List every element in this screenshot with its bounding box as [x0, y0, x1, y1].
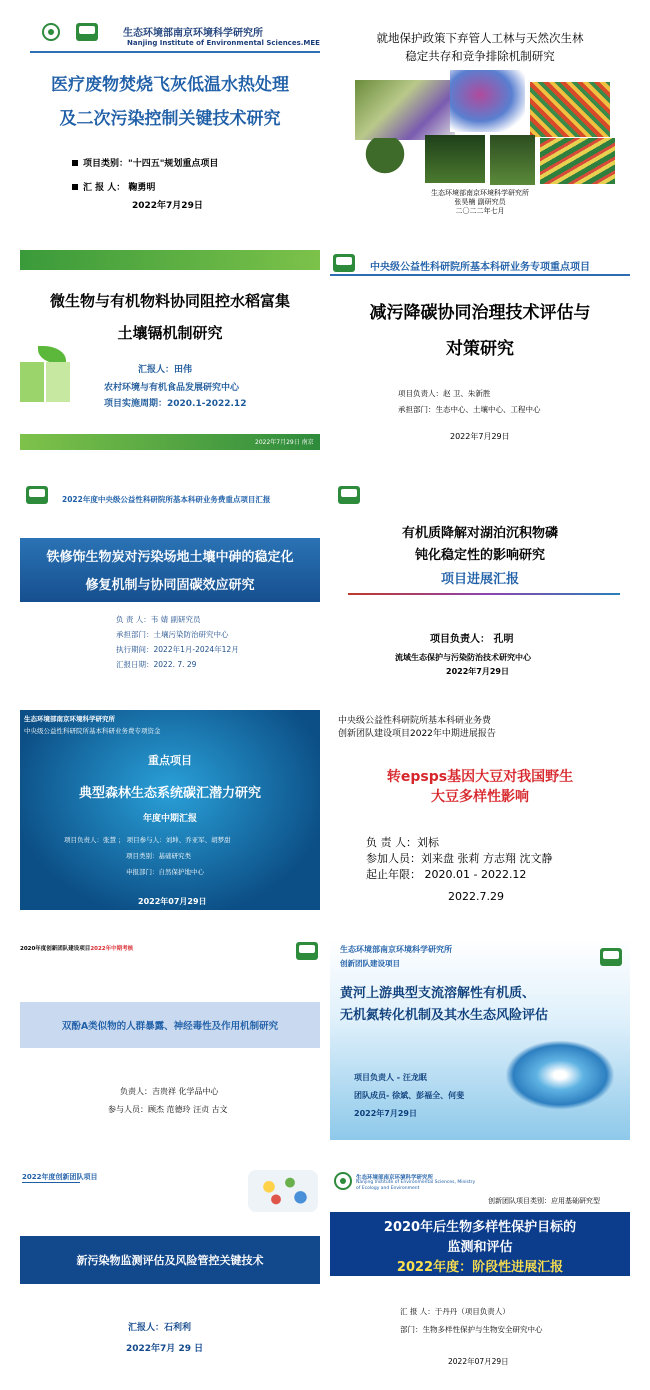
org-name: 生态环境部南京环境科学研究所 [340, 945, 452, 954]
department: 承担部门：土壤污染防治研究中心 [116, 630, 229, 639]
slide-title-line2: 对策研究 [446, 339, 514, 359]
tree-left-image [360, 138, 410, 178]
slide-title-line1: 就地保护政策下弃管人工林与天然次生林 [376, 31, 584, 45]
nies-logo-icon [296, 942, 318, 960]
header-line2: 创新团队建设项目2022年中期进展报告 [338, 729, 496, 739]
org-name-cn: 生态环境部南京环境科学研究所 [356, 1175, 434, 1181]
slide-title-line2: 土壤镉机制研究 [117, 324, 223, 342]
reporter: 汇报人：田伟 [138, 365, 193, 375]
slide-3 [20, 250, 320, 450]
nies-logo-icon [338, 486, 360, 504]
reporter: 汇 报 人：于丹丹（项目负责人） [400, 1307, 510, 1316]
project-period: 起止年限： 2020.01 - 2022.12 [366, 868, 527, 881]
slide-title: 双酚A类似物的人群暴露、神经毒性及作用机制研究 [61, 1021, 279, 1032]
report-date: 汇报日期：2022. 7. 29 [116, 660, 197, 669]
forest-photo-image [425, 135, 485, 183]
reporter: 张昊楠 副研究员 [454, 198, 506, 206]
slide-7 [20, 710, 320, 910]
date: 二〇二二年七月 [455, 207, 505, 215]
date: 2022年7月29日 [132, 201, 203, 211]
members: 参加人员：刘来盘 张莉 方志翔 沈文静 [366, 852, 553, 865]
funding-line: 中央级公益性科研院所基本科研业务费专项资金 [24, 727, 161, 735]
slide-4 [330, 250, 630, 450]
slide-title-line2: 无机氮转化机制及其水生态风险评估 [340, 1008, 549, 1023]
slide-10 [330, 940, 630, 1140]
green-squares-decor [20, 362, 70, 402]
slide-title-line2: 稳定共存和竞争排除机制研究 [405, 49, 555, 63]
header-divider [330, 274, 630, 276]
slide-subtitle: 2022年度：阶段性进展汇报 [396, 1260, 564, 1275]
date: 2022年07月29日 [138, 897, 207, 906]
heatmap2-image [540, 138, 615, 184]
slide-header: 中央级公益性科研院所基本科研业务专项重点项目 [370, 262, 590, 273]
date: 2022年07月29日 [448, 1357, 509, 1366]
date: 2022.7.29 [448, 890, 504, 903]
project-kind: 重点项目 [148, 754, 192, 767]
slide-title-line1: 2020年后生物多样性保护目标的 [383, 1220, 577, 1235]
tree-photo-image [490, 135, 535, 185]
slide-2 [330, 10, 630, 215]
footer-date: 2022年7月29日 南京 [255, 439, 314, 446]
slide-title-line2: 监测和评估 [447, 1240, 513, 1255]
center-name: 流域生态保护与污染防治技术研究中心 [395, 653, 531, 662]
slide-title: 新污染物监测评估及风险管控关键技术 [76, 1254, 264, 1267]
slide-title-line2: 大豆多样性影响 [431, 789, 529, 805]
slide-title-line1: 微生物与有机物料协同阻控水稻富集 [49, 292, 290, 310]
date: 2022年7月29日 [354, 1109, 417, 1118]
org-name-en-2: of Ecology and Environment [356, 1186, 420, 1191]
heatmap-image [530, 82, 610, 137]
org-name-en-1: Nanjing Institute of Environmental Sciences, Ministry [356, 1180, 476, 1185]
date: 2022年7月29日 [450, 432, 510, 441]
project-leader: 负 责 人：韦 婧 副研究员 [116, 615, 201, 624]
nies-logo-icon [26, 486, 48, 504]
project-leader: 项目负责人： 孔明 [430, 634, 514, 645]
nies-logo-icon [333, 254, 355, 272]
slide-11 [20, 1168, 320, 1368]
slide-title-line2: 钝化稳定性的影响研究 [414, 548, 545, 563]
project-leader: 项目负责人：赵 卫、朱新胜 [398, 389, 491, 398]
header-tag: 2020年度创新团队建设项目2022年中期考核 [20, 946, 134, 952]
header-underline [22, 1182, 80, 1183]
institute-logo-icon [334, 1172, 352, 1190]
org-name: 生态环境部南京环境科学研究所 [24, 715, 115, 723]
forest-map-image [355, 80, 455, 140]
slide-title-line1: 黄河上游典型支流溶解性有机质、 [340, 986, 536, 1001]
slide-subtitle: 项目进展汇报 [440, 572, 519, 587]
slide-8 [330, 710, 630, 910]
team-project: 创新团队建设项目 [340, 959, 400, 968]
project-type: 项目类别："十四五"规划重点项目 [72, 156, 218, 169]
date: 2022年7月 29 日 [126, 1344, 204, 1354]
nies-logo-icon [600, 948, 622, 966]
slide-title-line2: 修复机制与协同固碳效应研究 [85, 578, 255, 593]
reporter: 汇报人：石利利 [128, 1323, 192, 1333]
surface-plot-image [450, 70, 525, 132]
slide-header: 2022年度中央级公益性科研院所基本科研业务费重点项目汇报 [62, 495, 271, 504]
slide-6 [330, 480, 630, 680]
center-name: 农村环境与有机食品发展研究中心 [104, 383, 240, 393]
nies-logo-icon [76, 23, 98, 41]
slide-header: 2022年度创新团队项目 [22, 1173, 98, 1181]
reporter: 汇 报 人： 鞠勇明 [72, 180, 155, 193]
gradient-divider [348, 593, 620, 595]
org-name-en: Nanjing Institute of Environmental Sciences.MEE [127, 39, 320, 47]
slide-1 [20, 10, 320, 210]
header-line1: 中央级公益性科研院所基本科研业务费 [338, 716, 492, 726]
members: 参与人员：顾杰 范德玲 汪贞 古文 [108, 1105, 228, 1114]
department: 部门：生物多样性保护与生物安全研究中心 [400, 1325, 543, 1334]
slide-title-line1: 铁修饰生物炭对污染场地土壤中砷的稳定化 [46, 550, 294, 565]
project-leader: 负责人：吉贵祥 化学品中心 [120, 1087, 219, 1096]
water-drop-image [505, 1040, 615, 1110]
project-people: 项目负责人：张慧 ； 项目参与人：刘坤、乔亚军、胡梦甜 [64, 836, 231, 844]
top-bar [20, 250, 320, 270]
project-leader: 负 责 人：刘标 [366, 836, 439, 849]
members: 团队成员- 徐斌、彭福全、何斐 [354, 1091, 465, 1100]
slide-title: 典型森林生态系统碳汇潜力研究 [78, 786, 261, 801]
org-name: 生态环境部南京环境科学研究所 [431, 189, 529, 197]
department: 申报部门：自然保护地中心 [126, 868, 204, 876]
project-leader: 项目负责人 - 汪龙眠 [354, 1073, 427, 1082]
execution-period: 执行期间：2022年1月-2024年12月 [116, 645, 239, 654]
slide-title-line1: 医疗废物焚烧飞灰低温水热处理 [51, 75, 289, 95]
date: 2022年7月29日 [446, 667, 509, 676]
divider [30, 51, 320, 53]
slide-title-line2: 及二次污染控制关键技术研究 [59, 109, 281, 129]
network-diagram-image [248, 1170, 318, 1212]
slide-12 [330, 1168, 630, 1368]
project-period: 项目实施周期：2020.1-2022.12 [104, 399, 247, 409]
slide-9 [20, 940, 320, 1140]
slide-title-line1: 有机质降解对湖泊沉积物磷 [401, 526, 558, 541]
institute-logo-icon [42, 23, 60, 41]
slide-title-line1: 转epsps基因大豆对我国野生 [386, 769, 574, 785]
project-type: 项目类别：基础研究类 [126, 852, 191, 860]
project-category: 创新团队项目类别：应用基础研究型 [488, 1197, 600, 1205]
slide-title-line1: 减污降碳协同治理技术评估与 [369, 303, 591, 323]
department: 承担部门：生态中心、土壤中心、工程中心 [398, 405, 541, 414]
slide-5 [20, 480, 320, 680]
slide-subtitle: 年度中期汇报 [142, 814, 197, 824]
org-name-cn: 生态环境部南京环境科学研究所 [123, 28, 263, 39]
